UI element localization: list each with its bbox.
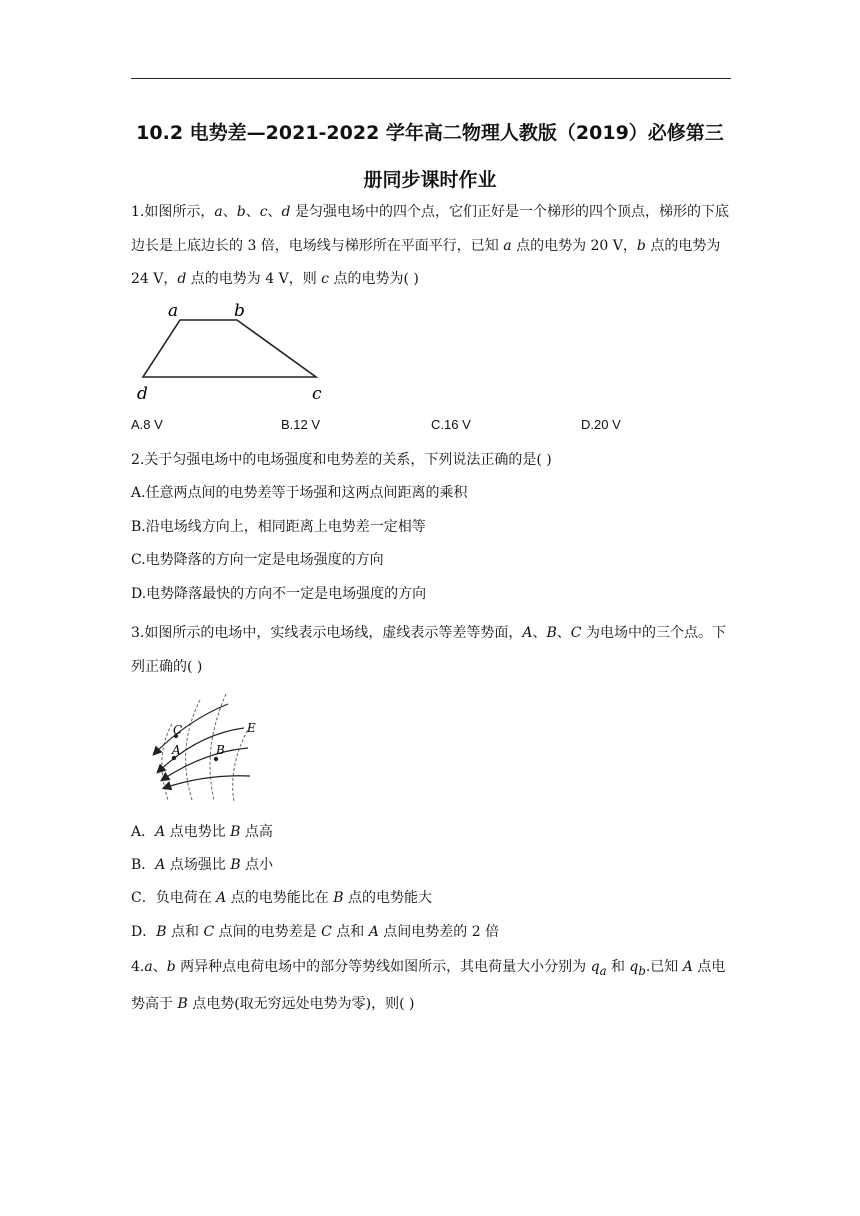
equipotential-1 (162, 724, 172, 800)
question-2-stem: 2.关于匀强电场中的电场强度和电势差的关系，下列说法正确的是( ) (131, 452, 552, 468)
document-title (120, 110, 740, 204)
q1-option-a[interactable]: A.8 V (131, 417, 163, 432)
title-line-2: 册同步课时作业 (363, 169, 497, 191)
equipotential-4 (233, 726, 250, 802)
label-B: B (216, 743, 225, 757)
q3-option-d[interactable]: D．B 点和 C 点间的电势差是 C 点和 A 点间电势差的 2 倍 (131, 924, 500, 940)
label-d: d (137, 384, 148, 404)
label-E: E (247, 721, 256, 735)
q3-option-b[interactable]: B．A 点场强比 B 点小 (131, 857, 274, 873)
q1-option-d[interactable]: D.20 V (581, 417, 621, 432)
q1-option-b[interactable]: B.12 V (281, 417, 321, 432)
q3-option-a[interactable]: A．A 点电势比 B 点高 (131, 824, 273, 840)
trapezoid-shape (143, 320, 316, 377)
q2-option-c[interactable]: C.电势降落的方向一定是电场强度的方向 (131, 552, 384, 568)
trapezoid-figure (131, 298, 331, 406)
q2-option-b[interactable]: B.沿电场线方向上，相同距离上电势差一定相等 (131, 519, 426, 535)
label-c: c (312, 384, 322, 404)
q2-option-d[interactable]: D.电势降落最快的方向不一定是电场强度的方向 (131, 586, 427, 602)
field-lines-figure (140, 692, 270, 804)
label-b: b (234, 301, 245, 321)
equipotential-2 (186, 700, 200, 800)
q3-option-c[interactable]: C．负电荷在 A 点的电势能比在 B 点的电势能大 (131, 890, 432, 906)
question-3-stem: 3.如图所示的电场中，实线表示电场线，虚线表示等差等势面，A、B、C 为电场中的三个点。下列正确的( ) (131, 625, 726, 675)
label-C: C (173, 723, 183, 737)
q1-option-c[interactable]: C.16 V (431, 417, 471, 432)
label-A: A (172, 743, 181, 757)
header-rule (131, 78, 731, 79)
point-b (214, 757, 218, 761)
title-line-1: 10.2 电势差—2021-2022 学年高二物理人教版（2019）必修第三 (136, 122, 724, 144)
label-a: a (168, 301, 179, 321)
field-line-4 (164, 776, 250, 788)
question-1-stem: 1.如图所示，a、b、c、d 是匀强电场中的四个点，它们正好是一个梯形的四个顶点，梯形的下底边长是上底边长的 3 倍，电场线与梯形所在平面平行，已知 a 点的电势为 20 V，b 点的电势为 24 V，d 点的电势为 4 V，则 c 点的电势为( ) (131, 204, 729, 287)
question-4-stem: 4.a、b 两异种点电荷电场中的部分等势线如图所示，其电荷量大小分别为 $q_a$ 和 $q_b$.已知 A 点电势高于 B 点电势(取无穷远处电势为零)，则( ) (131, 959, 726, 1013)
q2-option-a[interactable]: A.任意两点间的电势差等于场强和这两点间距离的乘积 (131, 485, 468, 501)
